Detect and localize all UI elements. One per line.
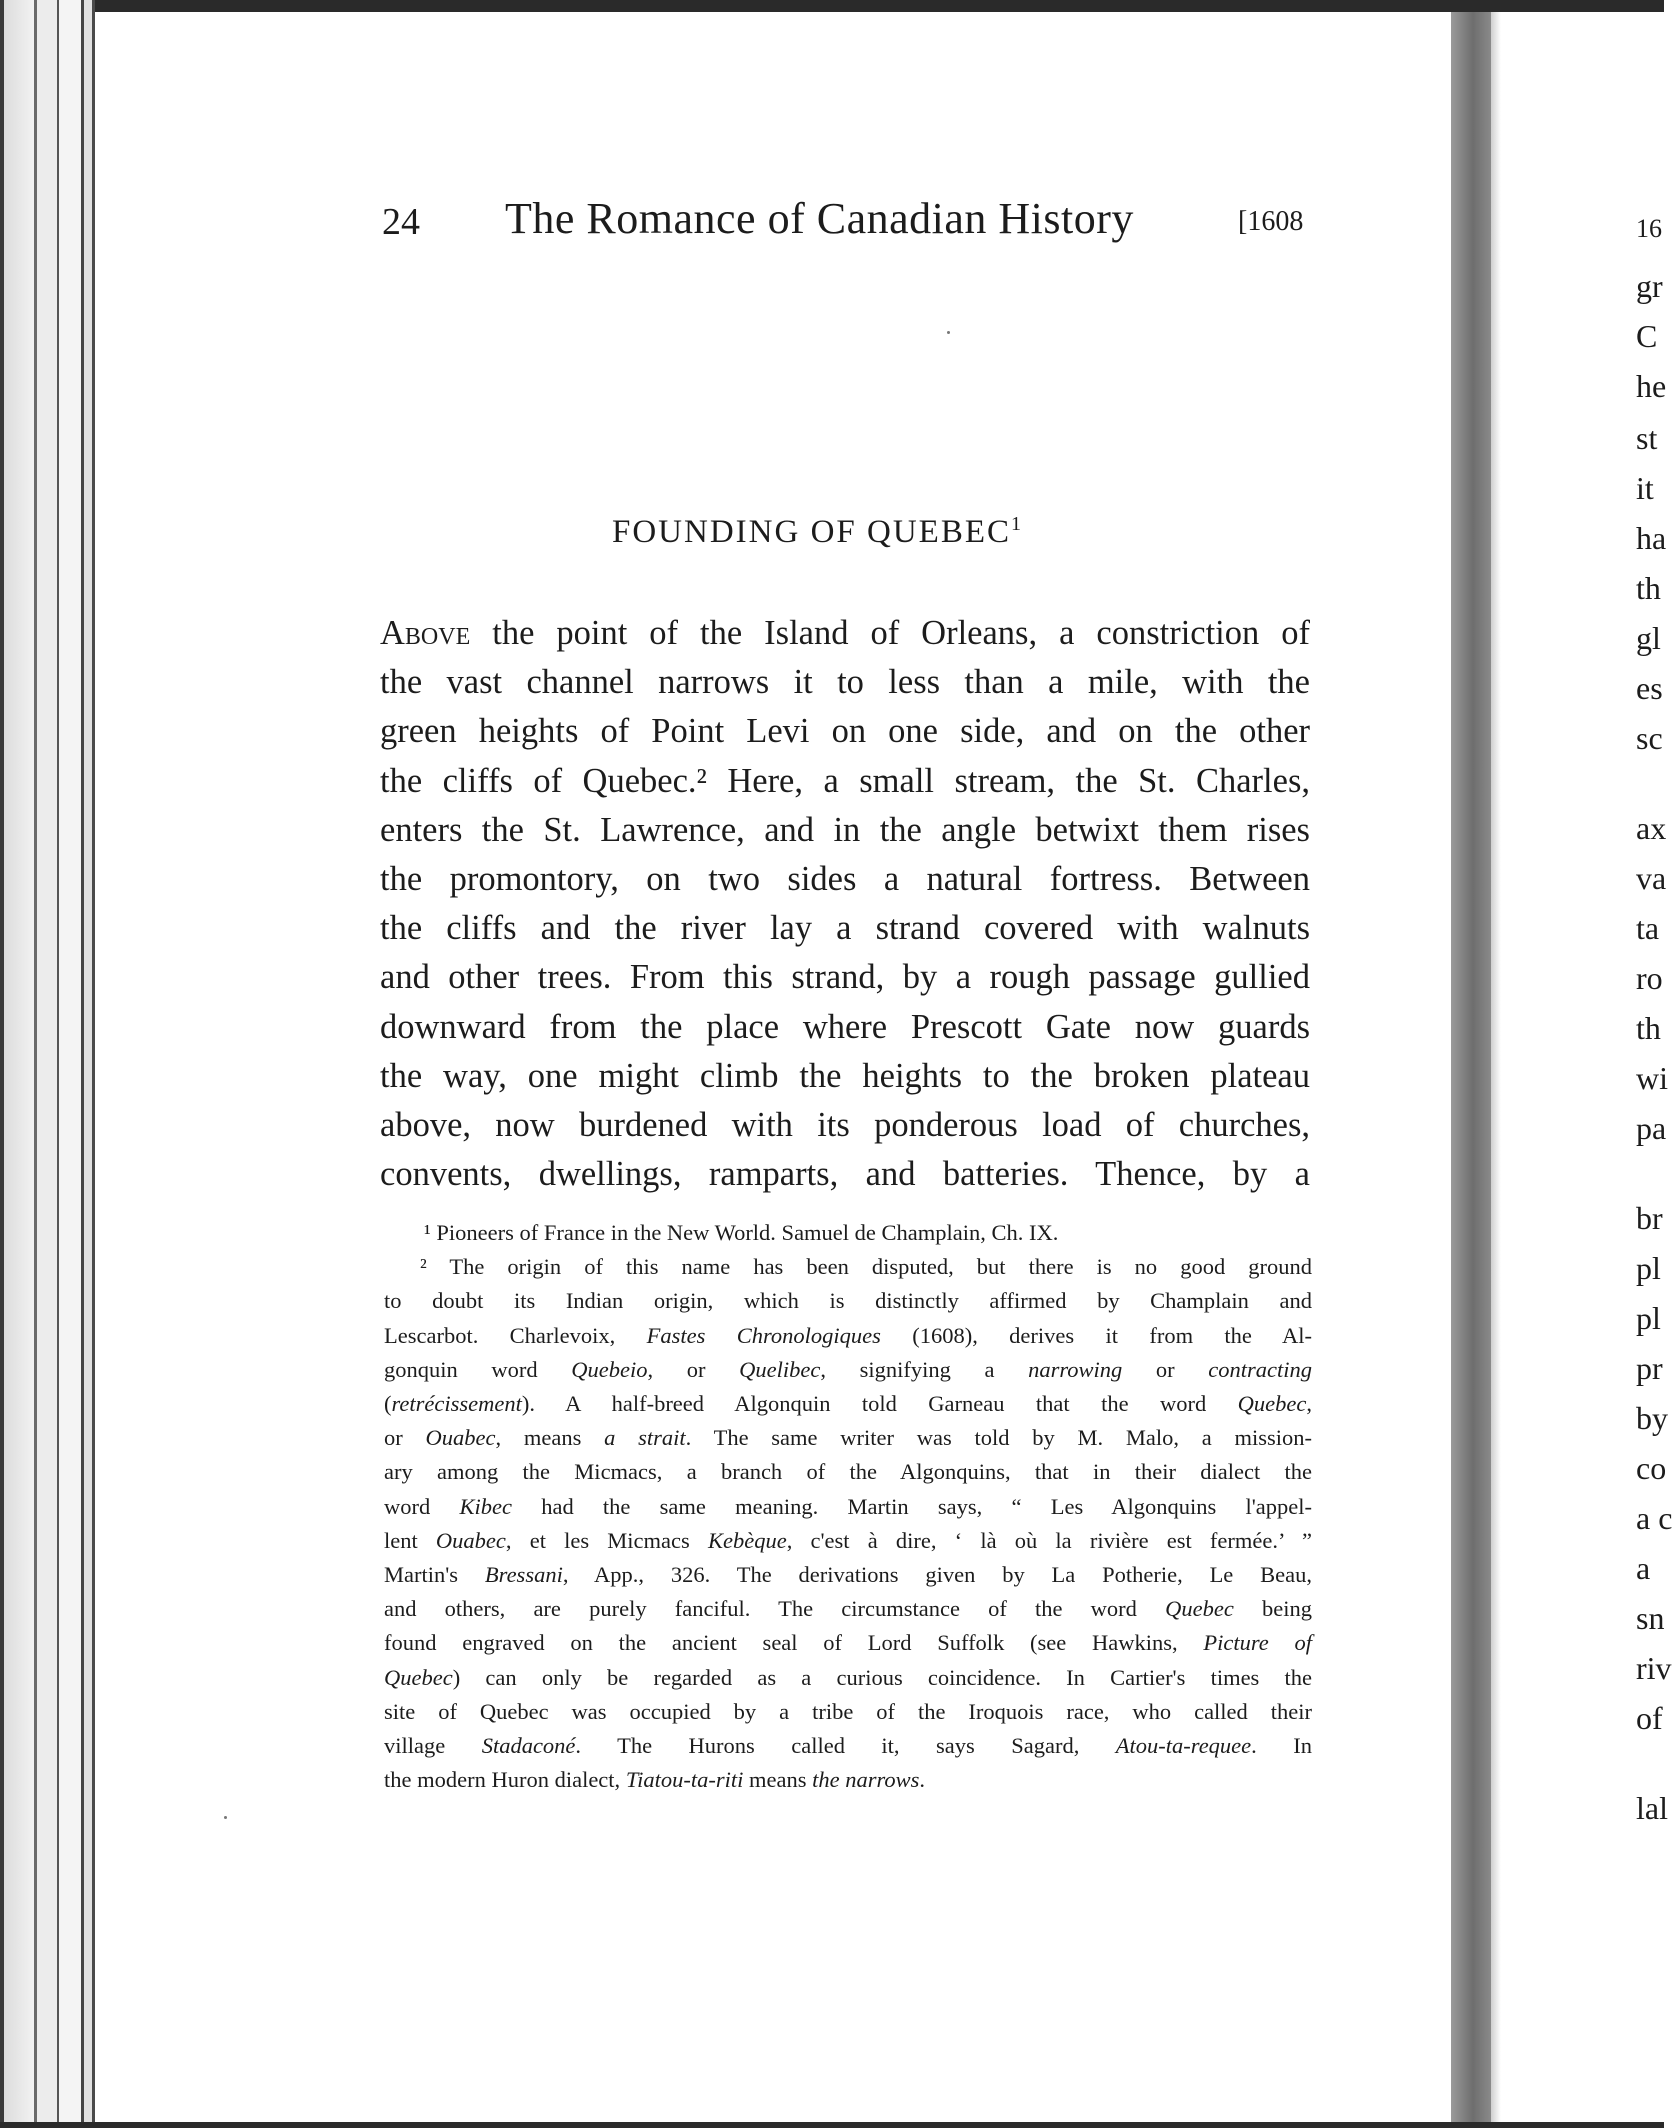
body-line: [380, 760, 1310, 802]
print-speck: [224, 1816, 227, 1819]
footnote-line: [384, 1663, 1312, 1693]
footnote-text: village: [384, 1733, 482, 1758]
footnote-text: , c'est à dire, ‘ là où la rivière est fermée.’ ”: [786, 1527, 1312, 1553]
footnote-text: site of Quebec was occupied by a tribe of the Iroquois race, who called their: [384, 1698, 1312, 1724]
chapter-heading: [612, 513, 1021, 551]
facing-page-fragment: sn: [1636, 1600, 1665, 1636]
facing-page-fragment: by: [1636, 1400, 1668, 1436]
footnote-italic: Quebec: [1165, 1596, 1234, 1622]
footnote-text: ). A half-breed Algonquin told Garneau that the word: [521, 1391, 1238, 1416]
footnote-italic: the narrows: [812, 1767, 920, 1793]
body-line-text: the point of the Island of Orleans, a constriction of: [470, 614, 1310, 652]
footnote-italic: Stadaconé: [481, 1733, 576, 1758]
footnote-text: . The same writer was told by M. Malo, a mission-: [685, 1425, 1312, 1451]
body-line-text: the way, one might climb the heights to the broken plateau: [380, 1056, 1310, 1095]
footnote-line: [384, 1526, 1312, 1556]
facing-page-fragment: st: [1636, 420, 1658, 456]
footnote-italic: Ouabec: [435, 1527, 506, 1553]
footnote-line: [384, 1697, 1312, 1727]
footnote-italic: Tiatou-ta-riti: [625, 1767, 744, 1793]
facing-page-fragment: pl: [1636, 1250, 1661, 1286]
drop-lead-word: Above: [380, 614, 471, 652]
footnote-line: [384, 1457, 1312, 1487]
body-line: [380, 907, 1310, 949]
footnote-text: , signifying a: [820, 1356, 1029, 1382]
footnote-text: Lescarbot. Charlevoix,: [384, 1322, 647, 1348]
facing-page-fragment: a c: [1636, 1500, 1672, 1536]
page-number: 24: [382, 201, 420, 243]
footnote-line: [384, 1731, 1312, 1761]
footnote-text: lent: [384, 1527, 436, 1553]
facing-page-fragment: pr: [1636, 1350, 1663, 1386]
facing-page-fragment: sc: [1636, 720, 1663, 756]
facing-page-fragment: ro: [1636, 960, 1663, 996]
footnote-line: [384, 1594, 1312, 1624]
footnote-italic: Atou-ta-requee: [1115, 1733, 1252, 1758]
body-line-text: green heights of Point Levi on one side, and on the other: [380, 712, 1310, 751]
footnote-text: . The Hurons called it, says Sagard,: [575, 1733, 1116, 1758]
footnote-text: ² The origin of this name has been disputed, but there is no good ground: [420, 1254, 1312, 1280]
footnote-italic: Quebec: [1237, 1391, 1307, 1416]
facing-page-fragment: gl: [1636, 620, 1661, 656]
footnote-italic: narrowing: [1028, 1356, 1123, 1382]
footnote-italic: Kibec: [459, 1493, 512, 1519]
footnote-italic: Quelibec: [739, 1356, 821, 1382]
running-date: [1608: [1238, 206, 1304, 237]
body-line: [380, 809, 1310, 851]
body-line-text: above, now burdened with its ponderous load of churches,: [380, 1106, 1310, 1144]
body-line-text: the promontory, on two sides a natural fortress. Between: [380, 860, 1310, 898]
footnote-italic: Kebèque: [707, 1527, 787, 1553]
body-line: [380, 1006, 1310, 1048]
facing-page-fragment: es: [1636, 670, 1663, 706]
facing-page-fragment: pl: [1636, 1300, 1661, 1336]
footnote-text: ,: [1306, 1391, 1312, 1416]
facing-page-fragment: br: [1636, 1200, 1663, 1236]
facing-page-fragment: ta: [1636, 910, 1660, 946]
footnote-text: word: [384, 1493, 460, 1519]
facing-page-fragment: gr: [1636, 268, 1663, 304]
footnote-text: , or: [647, 1356, 740, 1382]
scan-top-border: [0, 0, 1664, 12]
footnote-line: [424, 1218, 1294, 1248]
footnote-italic: Quebec: [384, 1664, 453, 1690]
binding-edge: [37, 0, 57, 2128]
footnote-text: or: [1122, 1356, 1209, 1382]
facing-page-fragment: th: [1636, 570, 1661, 606]
body-line: [380, 956, 1310, 998]
facing-page-fragment: of: [1636, 1700, 1663, 1736]
body-line-text: convents, dwellings, ramparts, and batteries. Thence, by a: [380, 1155, 1310, 1194]
footnote-italic: retrécissement: [391, 1391, 522, 1416]
facing-page-fragment: it: [1636, 470, 1654, 506]
footnote-text: ¹ Pioneers of France in the New World. Samuel de Champlain, Ch. IX.: [424, 1220, 1059, 1245]
footnote-line: [384, 1355, 1312, 1385]
footnote-italic: Bressani: [484, 1562, 563, 1587]
body-line-text: and other trees. From this strand, by a rough passage gullied: [380, 958, 1310, 997]
footnote-text: found engraved on the ancient seal of Lord Suffolk (see Hawkins,: [384, 1630, 1204, 1656]
footnote-line: [420, 1252, 1312, 1282]
facing-page-fragment: riv: [1636, 1650, 1672, 1686]
facing-page-fragment: C: [1636, 318, 1658, 354]
body-line-text: enters the St. Lawrence, and in the angle betwixt them rises: [380, 810, 1310, 849]
running-title: The Romance of Canadian History: [505, 194, 1134, 243]
body-line: [380, 661, 1310, 703]
facing-page-fragment: a: [1636, 1550, 1651, 1586]
footnote-text: gonquin word: [384, 1356, 572, 1382]
facing-page-fragment: va: [1636, 860, 1667, 896]
body-line: [380, 1104, 1310, 1146]
footnote-text: , et les Micmacs: [505, 1527, 708, 1553]
footnote-italic: Quebeio: [571, 1356, 648, 1382]
footnote-line: [384, 1286, 1312, 1316]
facing-page-fragment: pa: [1636, 1110, 1667, 1146]
footnote-text: had the same meaning. Martin says, “ Les Algonquins l'appel-: [511, 1493, 1312, 1519]
footnote-text: ) can only be regarded as a curious coincidence. In Cartier's times the: [452, 1664, 1312, 1690]
chapter-title: FOUNDING OF QUEBEC: [612, 514, 1012, 550]
footnote-text: and others, are purely fanciful. The circumstance of the word: [384, 1596, 1166, 1622]
binding-edge: [84, 0, 92, 2128]
footnote-text: or: [384, 1425, 426, 1451]
footnote-text: being: [1233, 1596, 1312, 1622]
body-line: [380, 1153, 1310, 1195]
body-line-text: the vast channel narrows it to less than a mile, with the: [380, 663, 1310, 702]
footnote-line: [384, 1423, 1312, 1453]
facing-page-fragment: wi: [1636, 1060, 1668, 1096]
body-line: [380, 858, 1310, 900]
facing-page-fragment: 16: [1636, 214, 1662, 243]
facing-page-fragment: ha: [1636, 520, 1667, 556]
body-line: [380, 1055, 1310, 1097]
footnote-text: Martin's: [384, 1562, 485, 1587]
footnote-text: to doubt its Indian origin, which is distinctly affirmed by Champlain and: [384, 1288, 1312, 1314]
facing-page-fragment: th: [1636, 1010, 1661, 1046]
footnote-text: the modern Huron dialect,: [384, 1767, 626, 1793]
footnote-line: [384, 1560, 1312, 1590]
footnote-line: [384, 1628, 1312, 1658]
footnote-line: [384, 1765, 1312, 1795]
footnote-text: .: [919, 1767, 926, 1793]
facing-page-fragment: ax: [1636, 810, 1667, 846]
footnote-italic: Fastes Chronologiques: [646, 1322, 881, 1348]
body-line: [380, 612, 1310, 654]
footnote-text: , means: [495, 1425, 605, 1451]
body-line-text: downward from the place where Prescott Gate now guards: [380, 1007, 1310, 1046]
page-gutter-shadow: [1491, 12, 1501, 2122]
binding-edge: [4, 0, 34, 2128]
print-speck: [947, 331, 950, 334]
body-line: [380, 710, 1310, 752]
footnote-text: ary among the Micmacs, a branch of the Algonquins, that in their dialect the: [384, 1459, 1312, 1485]
footnote-marker: 1: [1011, 513, 1022, 535]
footnote-text: means: [743, 1767, 813, 1793]
binding-edge: [59, 0, 81, 2128]
footnote-italic: Ouabec: [425, 1425, 496, 1451]
footnote-italic: Picture of: [1203, 1630, 1312, 1656]
page-gutter: [1451, 12, 1491, 2122]
footnote-text: , App., 326. The derivations given by La Potherie, Le Beau,: [562, 1562, 1312, 1587]
footnote-text: . In: [1251, 1733, 1312, 1758]
footnote-italic: contracting: [1208, 1356, 1312, 1382]
footnote-line: [384, 1492, 1312, 1522]
footnote-line: [384, 1321, 1312, 1351]
footnote-italic: a strait: [604, 1425, 686, 1451]
footnote-line: [384, 1389, 1312, 1419]
footnote-text: (: [384, 1391, 392, 1416]
footnote-text: (1608), derives it from the Al-: [880, 1322, 1313, 1348]
facing-page-fragment: he: [1636, 368, 1667, 404]
body-line-text: the cliffs and the river lay a strand covered with walnuts: [380, 909, 1310, 948]
scan-bottom-border: [0, 2122, 1664, 2128]
body-line-text: the cliffs of Quebec.² Here, a small stream, the St. Charles,: [380, 761, 1310, 800]
facing-page-fragment: lal: [1636, 1790, 1668, 1826]
facing-page-fragment: co: [1636, 1450, 1667, 1486]
